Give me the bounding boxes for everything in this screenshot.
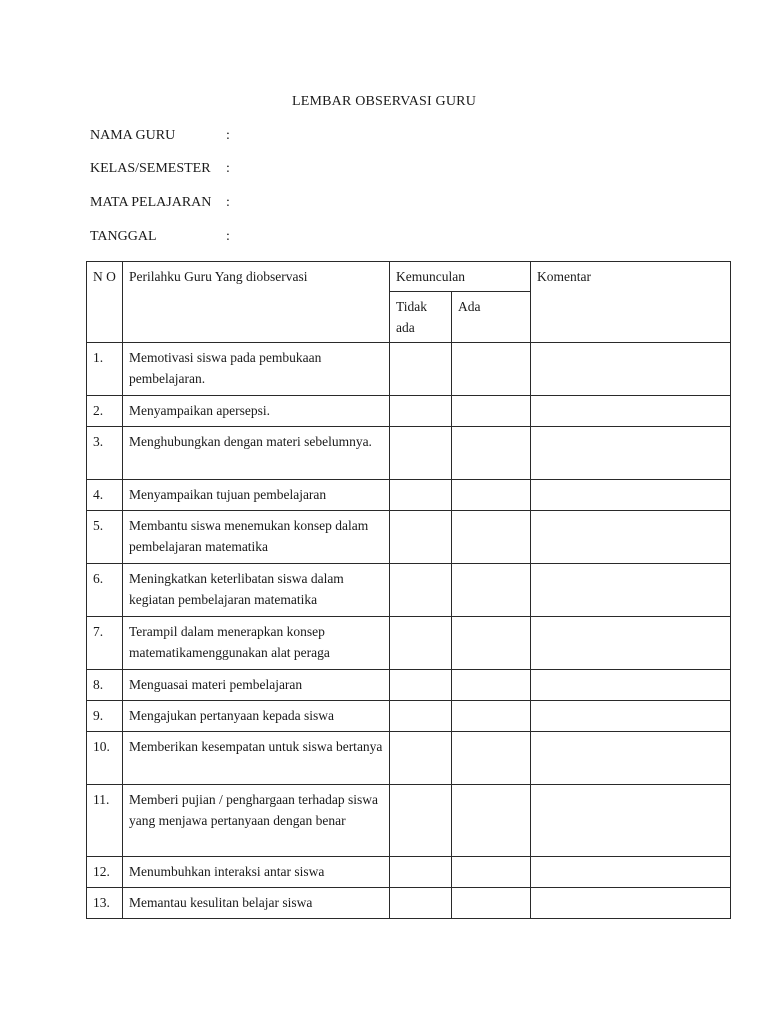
table-row xyxy=(87,857,731,888)
row-behavior: Memotivasi siswa pada pembukaan pembelajaran. xyxy=(123,343,390,396)
cell-present[interactable] xyxy=(452,396,531,427)
row-number: 9. xyxy=(87,701,123,732)
cell-not-present[interactable] xyxy=(390,564,452,617)
cell-comment[interactable] xyxy=(531,785,731,857)
row-behavior: Meningkatkan keterlibatan siswa dalam kegiatan pembelajaran matematika xyxy=(123,564,390,617)
table-row xyxy=(87,785,731,857)
row-behavior: Terampil dalam menerapkan konsep matematikamenggunakan alat peraga xyxy=(123,617,390,670)
cell-comment[interactable] xyxy=(531,396,731,427)
document-title: LEMBAR OBSERVASI GURU xyxy=(291,94,477,109)
observation-table xyxy=(86,261,731,919)
cell-comment[interactable] xyxy=(531,480,731,511)
cell-present[interactable] xyxy=(452,343,531,396)
table-row xyxy=(87,888,731,919)
row-number: 7. xyxy=(87,617,123,670)
field-label: NAMA GURU xyxy=(90,128,176,143)
row-number: 11. xyxy=(87,785,123,857)
row-number: 3. xyxy=(87,427,123,480)
table-row xyxy=(87,343,731,396)
cell-comment[interactable] xyxy=(531,617,731,670)
row-behavior: Menguasai materi pembelajaran xyxy=(123,670,390,701)
cell-not-present[interactable] xyxy=(390,857,452,888)
table-row xyxy=(87,670,731,701)
table-row xyxy=(87,511,731,564)
cell-present[interactable] xyxy=(452,785,531,857)
row-number: 1. xyxy=(87,343,123,396)
row-behavior: Menghubungkan dengan materi sebelumnya. xyxy=(123,427,390,480)
row-behavior: Menumbuhkan interaksi antar siswa xyxy=(123,857,390,888)
cell-not-present[interactable] xyxy=(390,785,452,857)
field-colon: : xyxy=(226,161,230,176)
field-label: MATA PELAJARAN xyxy=(90,195,212,210)
cell-not-present[interactable] xyxy=(390,343,452,396)
row-number: 8. xyxy=(87,670,123,701)
table-row xyxy=(87,396,731,427)
header-no: N O xyxy=(87,262,123,343)
cell-comment[interactable] xyxy=(531,670,731,701)
row-behavior: Memantau kesulitan belajar siswa xyxy=(123,888,390,919)
cell-present[interactable] xyxy=(452,670,531,701)
row-behavior: Memberi pujian / penghargaan terhadap siswa yang menjawa pertanyaan dengan benar xyxy=(123,785,390,857)
cell-present[interactable] xyxy=(452,888,531,919)
row-number: 2. xyxy=(87,396,123,427)
row-behavior: Membantu siswa menemukan konsep dalam pembelajaran matematika xyxy=(123,511,390,564)
cell-not-present[interactable] xyxy=(390,732,452,785)
cell-comment[interactable] xyxy=(531,857,731,888)
table-row xyxy=(87,701,731,732)
cell-not-present[interactable] xyxy=(390,701,452,732)
table-row xyxy=(87,427,731,480)
cell-not-present[interactable] xyxy=(390,480,452,511)
header-behavior: Perilahku Guru Yang diobservasi xyxy=(123,262,390,343)
cell-present[interactable] xyxy=(452,480,531,511)
table-row xyxy=(87,617,731,670)
field-colon: : xyxy=(226,128,230,143)
cell-not-present[interactable] xyxy=(390,427,452,480)
header-occurrence: Kemunculan xyxy=(390,262,531,292)
row-number: 5. xyxy=(87,511,123,564)
cell-present[interactable] xyxy=(452,511,531,564)
cell-comment[interactable] xyxy=(531,511,731,564)
header-not-present: Tidak ada xyxy=(390,292,452,343)
cell-not-present[interactable] xyxy=(390,888,452,919)
header-present: Ada xyxy=(452,292,531,343)
cell-comment[interactable] xyxy=(531,732,731,785)
cell-present[interactable] xyxy=(452,564,531,617)
row-number: 10. xyxy=(87,732,123,785)
table-row xyxy=(87,732,731,785)
row-number: 13. xyxy=(87,888,123,919)
cell-present[interactable] xyxy=(452,617,531,670)
cell-present[interactable] xyxy=(452,701,531,732)
field-label: TANGGAL xyxy=(90,229,157,244)
cell-not-present[interactable] xyxy=(390,670,452,701)
row-number: 4. xyxy=(87,480,123,511)
field-label: KELAS/SEMESTER xyxy=(90,161,211,176)
cell-comment[interactable] xyxy=(531,564,731,617)
cell-comment[interactable] xyxy=(531,427,731,480)
table-row xyxy=(87,480,731,511)
cell-not-present[interactable] xyxy=(390,511,452,564)
cell-comment[interactable] xyxy=(531,701,731,732)
cell-comment[interactable] xyxy=(531,343,731,396)
cell-present[interactable] xyxy=(452,732,531,785)
header-comment: Komentar xyxy=(531,262,731,343)
table-header-row xyxy=(87,262,731,292)
row-number: 12. xyxy=(87,857,123,888)
cell-present[interactable] xyxy=(452,857,531,888)
row-number: 6. xyxy=(87,564,123,617)
row-behavior: Memberikan kesempatan untuk siswa bertanya xyxy=(123,732,390,785)
row-behavior: Menyampaikan tujuan pembelajaran xyxy=(123,480,390,511)
row-behavior: Menyampaikan apersepsi. xyxy=(123,396,390,427)
table-row xyxy=(87,564,731,617)
field-colon: : xyxy=(226,195,230,210)
field-colon: : xyxy=(226,229,230,244)
cell-comment[interactable] xyxy=(531,888,731,919)
cell-not-present[interactable] xyxy=(390,396,452,427)
row-behavior: Mengajukan pertanyaan kepada siswa xyxy=(123,701,390,732)
cell-not-present[interactable] xyxy=(390,617,452,670)
cell-present[interactable] xyxy=(452,427,531,480)
